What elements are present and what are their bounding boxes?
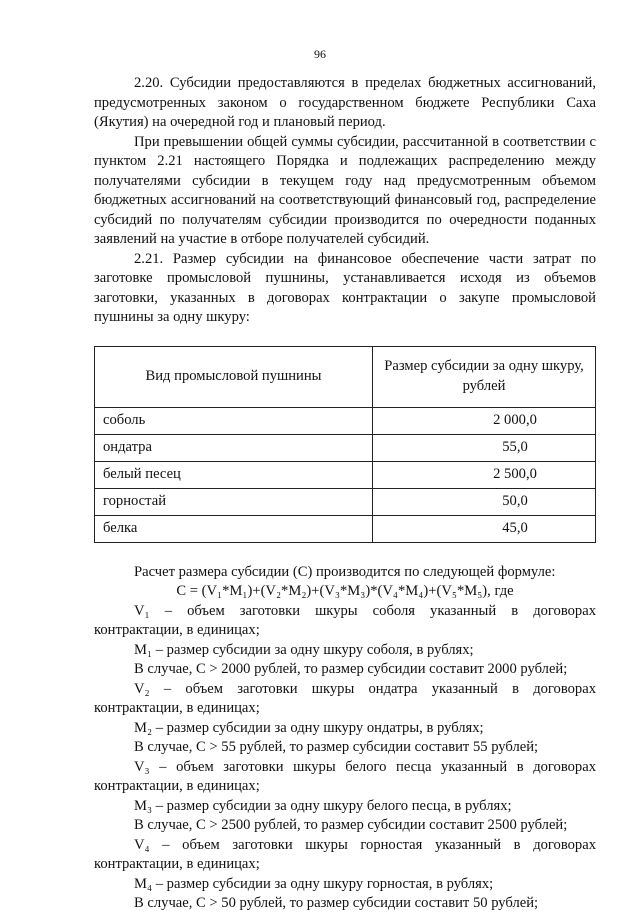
definition-v3: V₃ – объем заготовки шкуры белого песца указанный в договорах контрактации, в единицах; [94, 758, 596, 794]
subsidy-cell: 2 500,0 [373, 461, 596, 488]
document-body [94, 74, 596, 914]
fur-type-cell: белка [95, 515, 373, 542]
table-row [95, 488, 596, 515]
subsidy-cell: 2 000,0 [373, 407, 596, 434]
condition-1: В случае, С > 2000 рублей, то размер субсидии составит 2000 рублей; [134, 661, 568, 677]
subsidy-cell: 45,0 [373, 515, 596, 542]
fur-type-cell: горностай [95, 488, 373, 515]
definition-m1: M₁ – размер субсидии за одну шкуру соболя, в рублях; [134, 641, 474, 658]
definition-v2: V₂ – объем заготовки шкуры ондатра указанный в договорах контрактации, в единицах; [94, 680, 596, 716]
fur-type-cell: соболь [95, 407, 373, 434]
definition-v1: V₁ – объем заготовки шкуры соболя указанный в договорах контрактации, в единицах; [94, 602, 596, 638]
header-subsidy-amount: Размер субсидии за одну шкуру, рублей [373, 346, 596, 407]
table-row [95, 434, 596, 461]
formula: C = (V₁*M₁)+(V₂*M₂)+(V₃*M₃)*(V₄*M₄)+(V₅*M₅), где [176, 583, 514, 599]
subsidy-cell: 55,0 [373, 434, 596, 461]
table-row [95, 407, 596, 434]
header-fur-type: Вид промысловой пушнины [95, 346, 373, 407]
table-row [95, 515, 596, 542]
paragraph-excess: При превышении общей суммы субсидии, рассчитанной в соответствии с пунктом 2.21 настоящего Порядка и подлежащих распределению между получателями субсидии в текущем году над предусмотренным объемом бюджетных ассигнований на соответствующий финансовый год, распределение субсидий по получателям субсидии производится по очередности поданных заявлений на участие в отборе получателей субсидий. [94, 133, 596, 247]
condition-3: В случае, С > 2500 рублей, то размер субсидии составит 2500 рублей; [134, 817, 568, 833]
paragraph-2-20: 2.20. Субсидии предоставляются в пределах бюджетных ассигнований, предусмотренных законом о государственном бюджете Республики Саха (Якутия) на очередной год и плановый период. [94, 75, 596, 130]
condition-2: В случае, С > 55 рублей, то размер субсидии составит 55 рублей; [134, 739, 539, 755]
definition-m2: M₂ – размер субсидии за одну шкуру ондатры, в рублях; [134, 719, 484, 736]
page-number: 96 [314, 47, 326, 61]
subsidy-table [94, 346, 596, 543]
fur-type-cell: ондатра [95, 434, 373, 461]
condition-4: В случае, С > 50 рублей, то размер субсидии составит 50 рублей; [134, 895, 539, 911]
definition-m3: M₃ – размер субсидии за одну шкуру белого песца, в рублях; [134, 797, 512, 814]
table-header-row [95, 346, 596, 407]
definition-v4: V₄ – объем заготовки шкуры горностая указанный в договорах контрактации, в единицах; [94, 836, 596, 872]
table-row [95, 461, 596, 488]
subsidy-cell: 50,0 [373, 488, 596, 515]
formula-intro: Расчет размера субсидии (С) производится по следующей формуле: [134, 563, 556, 580]
paragraph-2-21: 2.21. Размер субсидии на финансовое обеспечение части затрат по заготовке промысловой пушнины, устанавливается исходя из объемов заготовки, указанных в договорах контрактации о закупе промысловой пушнины за одну шкуру: [94, 250, 596, 325]
fur-type-cell: белый песец [95, 461, 373, 488]
definition-m4: M₄ – размер субсидии за одну шкуру горностая, в рублях; [134, 875, 494, 892]
